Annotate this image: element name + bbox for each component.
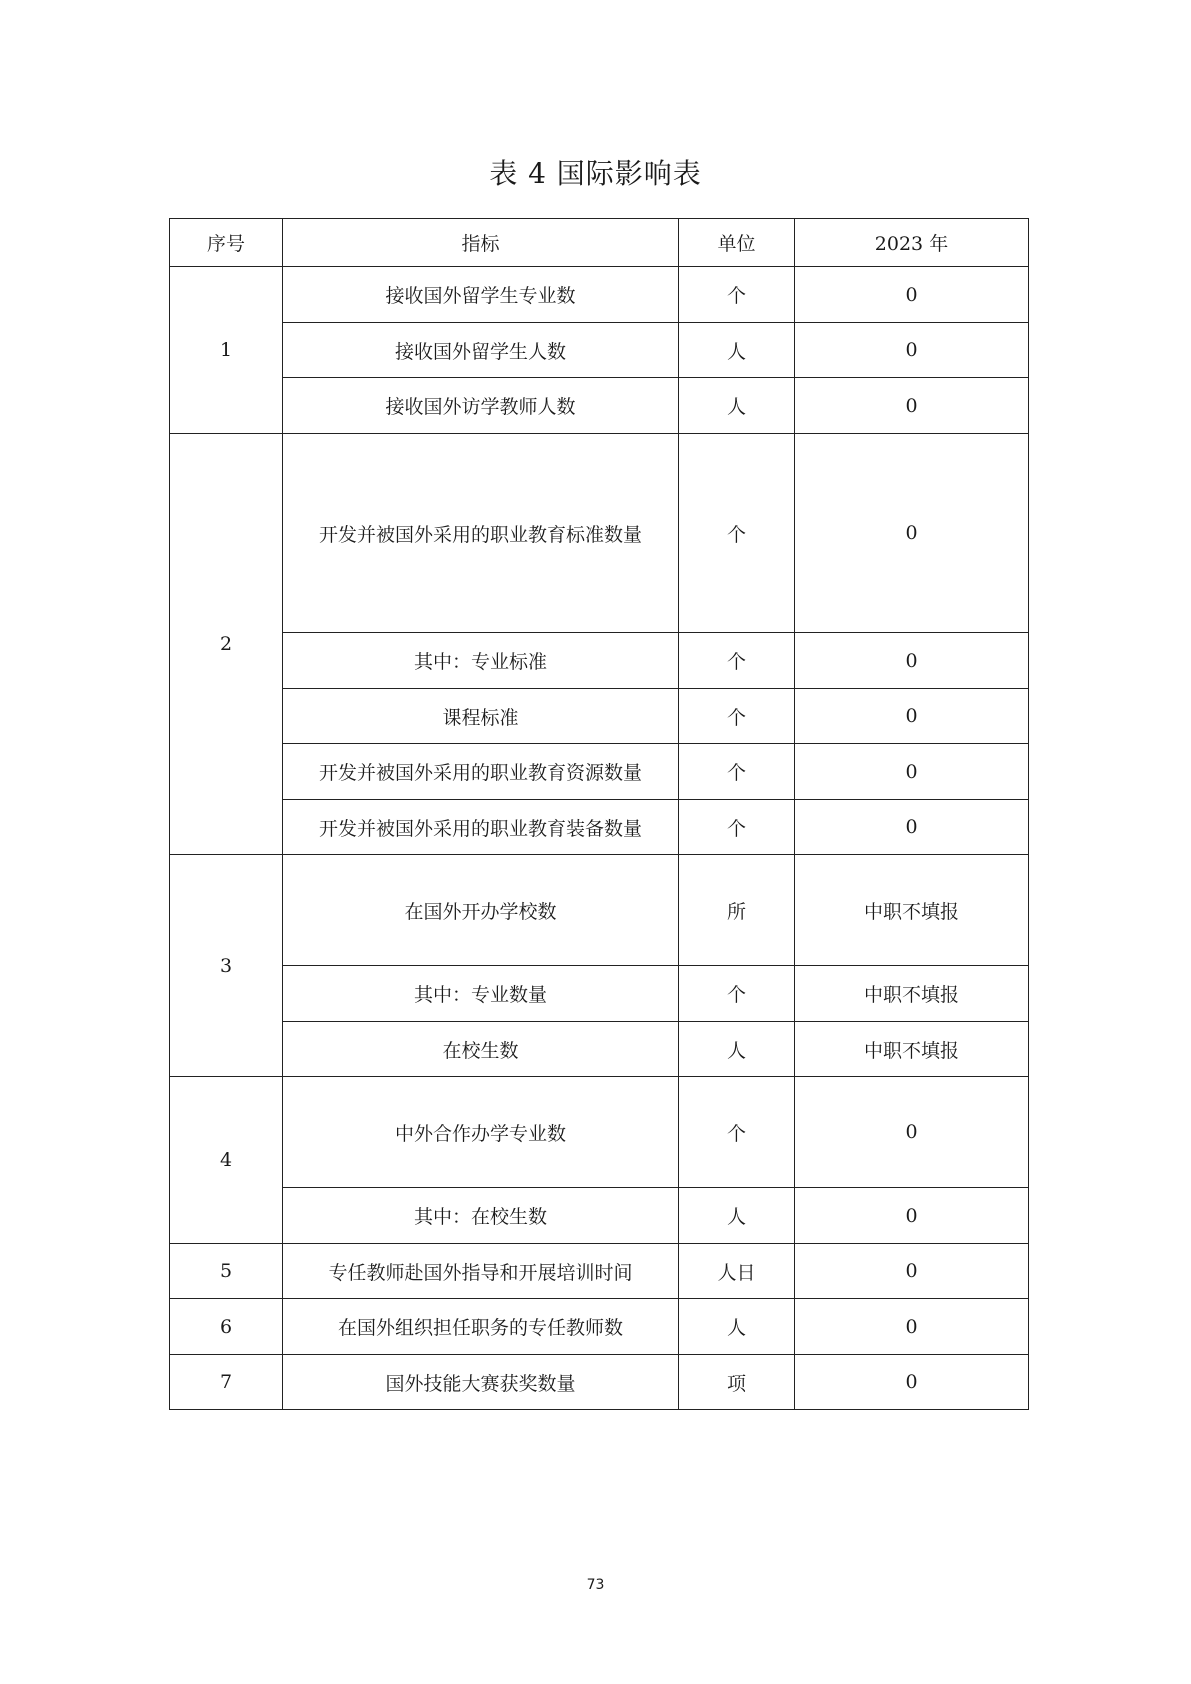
- value-cell: 0: [795, 800, 1029, 855]
- value-cell: 0: [795, 1188, 1029, 1244]
- indicator-cell: 其中：专业数量: [283, 966, 679, 1022]
- table-title: 表 4 国际影响表: [489, 157, 702, 190]
- header-year: 2023 年: [795, 219, 1029, 267]
- value-cell: 0: [795, 1244, 1029, 1299]
- page-number: 73: [586, 1577, 605, 1593]
- table-row: [170, 1188, 1029, 1244]
- indicator-cell: 国外技能大赛获奖数量: [283, 1355, 679, 1410]
- table-row: [170, 267, 1029, 323]
- unit-cell: 个: [679, 1077, 795, 1188]
- unit-cell: 个: [679, 966, 795, 1022]
- value-cell: 0: [795, 1077, 1029, 1188]
- unit-cell: 人日: [679, 1244, 795, 1299]
- unit-cell: 个: [679, 633, 795, 689]
- unit-cell: 人: [679, 323, 795, 378]
- value-cell: 0: [795, 267, 1029, 323]
- value-cell: 0: [795, 1299, 1029, 1355]
- table-row: [170, 966, 1029, 1022]
- unit-cell: 个: [679, 267, 795, 323]
- indicator-cell: 在校生数: [283, 1022, 679, 1077]
- indicator-cell: 课程标准: [283, 689, 679, 744]
- value-cell: 中职不填报: [795, 1022, 1029, 1077]
- table-row: [170, 744, 1029, 800]
- unit-cell: 人: [679, 1022, 795, 1077]
- seq-cell: 3: [170, 855, 283, 1077]
- table-row: [170, 855, 1029, 966]
- header-seq: 序号: [170, 219, 283, 267]
- indicator-cell: 开发并被国外采用的职业教育标准数量: [283, 434, 679, 633]
- value-cell: 中职不填报: [795, 966, 1029, 1022]
- table-row: [170, 633, 1029, 689]
- value-cell: 0: [795, 689, 1029, 744]
- unit-cell: 人: [679, 378, 795, 434]
- indicator-cell: 开发并被国外采用的职业教育资源数量: [283, 744, 679, 800]
- seq-cell: 7: [170, 1355, 283, 1410]
- header-indicator: 指标: [283, 219, 679, 267]
- unit-cell: 所: [679, 855, 795, 966]
- value-cell: 中职不填报: [795, 855, 1029, 966]
- table-row: [170, 378, 1029, 434]
- unit-cell: 个: [679, 800, 795, 855]
- value-cell: 0: [795, 378, 1029, 434]
- unit-cell: 项: [679, 1355, 795, 1410]
- table-row: [170, 1244, 1029, 1299]
- table-row: [170, 434, 1029, 633]
- table-row: [170, 1355, 1029, 1410]
- indicator-cell: 接收国外访学教师人数: [283, 378, 679, 434]
- value-cell: 0: [795, 434, 1029, 633]
- indicator-cell: 开发并被国外采用的职业教育装备数量: [283, 800, 679, 855]
- indicator-cell: 接收国外留学生专业数: [283, 267, 679, 323]
- seq-cell: 4: [170, 1077, 283, 1244]
- table-row: [170, 689, 1029, 744]
- indicator-cell: 其中：在校生数: [283, 1188, 679, 1244]
- seq-cell: 6: [170, 1299, 283, 1355]
- seq-cell: 1: [170, 267, 283, 434]
- indicator-cell: 其中：专业标准: [283, 633, 679, 689]
- table-row: [170, 800, 1029, 855]
- table-row: [170, 323, 1029, 378]
- indicator-cell: 在国外组织担任职务的专任教师数: [283, 1299, 679, 1355]
- header-unit: 单位: [679, 219, 795, 267]
- unit-cell: 人: [679, 1188, 795, 1244]
- value-cell: 0: [795, 323, 1029, 378]
- international-influence-table: [169, 218, 1029, 1410]
- value-cell: 0: [795, 1355, 1029, 1410]
- unit-cell: 个: [679, 689, 795, 744]
- seq-cell: 5: [170, 1244, 283, 1299]
- indicator-cell: 中外合作办学专业数: [283, 1077, 679, 1188]
- indicator-cell: 接收国外留学生人数: [283, 323, 679, 378]
- table-row: [170, 1077, 1029, 1188]
- indicator-cell: 在国外开办学校数: [283, 855, 679, 966]
- unit-cell: 人: [679, 1299, 795, 1355]
- value-cell: 0: [795, 744, 1029, 800]
- unit-cell: 个: [679, 744, 795, 800]
- table-header-row: [170, 219, 1029, 267]
- seq-cell: 2: [170, 434, 283, 855]
- unit-cell: 个: [679, 434, 795, 633]
- indicator-cell: 专任教师赴国外指导和开展培训时间: [283, 1244, 679, 1299]
- value-cell: 0: [795, 633, 1029, 689]
- table-row: [170, 1022, 1029, 1077]
- table-row: [170, 1299, 1029, 1355]
